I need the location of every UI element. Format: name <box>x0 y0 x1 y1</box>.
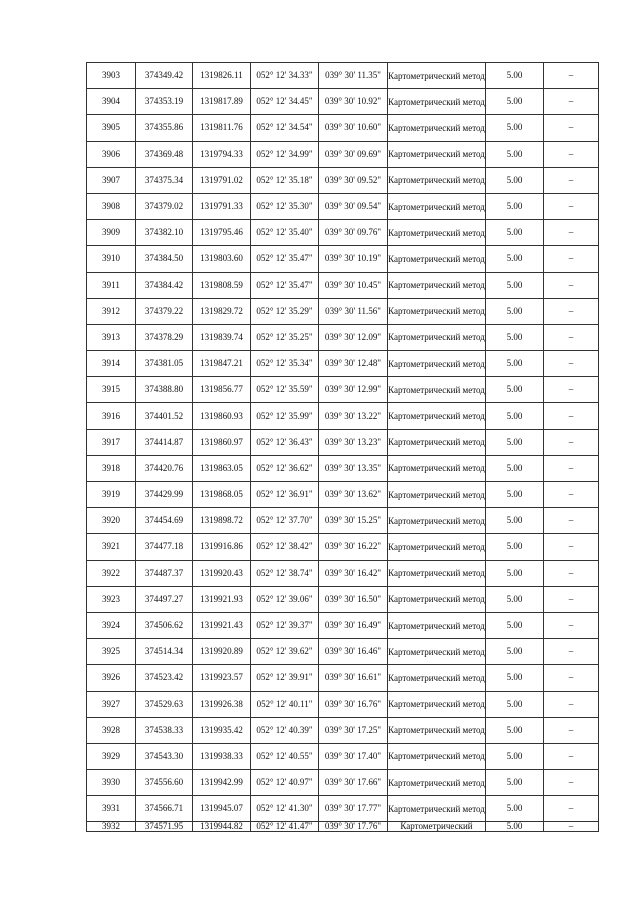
y-coordinate-cell: 1319898.72 <box>193 508 251 534</box>
x-coordinate-cell: 374571.95 <box>136 822 193 832</box>
point-number-cell: 3931 <box>87 796 136 822</box>
point-number-cell: 3905 <box>87 115 136 141</box>
table-row <box>87 220 599 246</box>
y-coordinate-cell: 1319847.21 <box>193 351 251 377</box>
longitude-cell: 039° 30' 09.76" <box>319 220 388 246</box>
table-row <box>87 508 599 534</box>
method-cell: Картометрический метод <box>388 115 486 141</box>
note-cell: – <box>544 403 599 429</box>
note-cell: – <box>544 141 599 167</box>
point-number-cell: 3920 <box>87 508 136 534</box>
y-coordinate-cell: 1319920.43 <box>193 560 251 586</box>
note-cell: – <box>544 429 599 455</box>
longitude-cell: 039° 30' 13.35" <box>319 455 388 481</box>
longitude-cell: 039° 30' 16.50" <box>319 586 388 612</box>
note-cell: – <box>544 455 599 481</box>
latitude-cell: 052° 12' 35.18" <box>251 167 319 193</box>
y-coordinate-cell: 1319791.02 <box>193 167 251 193</box>
table-row <box>87 115 599 141</box>
point-number-cell: 3917 <box>87 429 136 455</box>
latitude-cell: 052° 12' 35.34" <box>251 351 319 377</box>
longitude-cell: 039° 30' 11.35" <box>319 63 388 89</box>
longitude-cell: 039° 30' 17.76" <box>319 822 388 832</box>
table-row <box>87 429 599 455</box>
accuracy-cell: 5.00 <box>486 167 544 193</box>
note-cell: – <box>544 508 599 534</box>
x-coordinate-cell: 374384.50 <box>136 246 193 272</box>
method-cell: Картометрический метод <box>388 508 486 534</box>
longitude-cell: 039° 30' 16.42" <box>319 560 388 586</box>
latitude-cell: 052° 12' 34.45" <box>251 89 319 115</box>
x-coordinate-cell: 374429.99 <box>136 482 193 508</box>
x-coordinate-cell: 374420.76 <box>136 455 193 481</box>
table-row <box>87 324 599 350</box>
accuracy-cell: 5.00 <box>486 717 544 743</box>
accuracy-cell: 5.00 <box>486 691 544 717</box>
accuracy-cell: 5.00 <box>486 272 544 298</box>
note-cell: – <box>544 272 599 298</box>
x-coordinate-cell: 374414.87 <box>136 429 193 455</box>
latitude-cell: 052° 12' 35.47" <box>251 272 319 298</box>
accuracy-cell: 5.00 <box>486 193 544 219</box>
y-coordinate-cell: 1319863.05 <box>193 455 251 481</box>
x-coordinate-cell: 374378.29 <box>136 324 193 350</box>
accuracy-cell: 5.00 <box>486 586 544 612</box>
x-coordinate-cell: 374384.42 <box>136 272 193 298</box>
accuracy-cell: 5.00 <box>486 822 544 832</box>
point-number-cell: 3927 <box>87 691 136 717</box>
method-cell: Картометрический метод <box>388 193 486 219</box>
table-row <box>87 534 599 560</box>
latitude-cell: 052° 12' 40.97" <box>251 770 319 796</box>
y-coordinate-cell: 1319944.82 <box>193 822 251 832</box>
latitude-cell: 052° 12' 35.47" <box>251 246 319 272</box>
point-number-cell: 3929 <box>87 743 136 769</box>
accuracy-cell: 5.00 <box>486 455 544 481</box>
point-number-cell: 3922 <box>87 560 136 586</box>
x-coordinate-cell: 374477.18 <box>136 534 193 560</box>
latitude-cell: 052° 12' 36.91" <box>251 482 319 508</box>
method-cell: Картометрический метод <box>388 403 486 429</box>
point-number-cell: 3921 <box>87 534 136 560</box>
x-coordinate-cell: 374556.60 <box>136 770 193 796</box>
table-row <box>87 377 599 403</box>
point-number-cell: 3904 <box>87 89 136 115</box>
accuracy-cell: 5.00 <box>486 298 544 324</box>
note-cell: – <box>544 63 599 89</box>
latitude-cell: 052° 12' 39.37" <box>251 612 319 638</box>
method-cell: Картометрический метод <box>388 743 486 769</box>
method-cell: Картометрический метод <box>388 89 486 115</box>
point-number-cell: 3903 <box>87 63 136 89</box>
longitude-cell: 039° 30' 17.77" <box>319 796 388 822</box>
latitude-cell: 052° 12' 35.99" <box>251 403 319 429</box>
method-cell: Картометрический метод <box>388 351 486 377</box>
point-number-cell: 3928 <box>87 717 136 743</box>
x-coordinate-cell: 374514.34 <box>136 639 193 665</box>
table-row <box>87 822 599 832</box>
y-coordinate-cell: 1319860.97 <box>193 429 251 455</box>
y-coordinate-cell: 1319921.93 <box>193 586 251 612</box>
latitude-cell: 052° 12' 35.40" <box>251 220 319 246</box>
latitude-cell: 052° 12' 40.55" <box>251 743 319 769</box>
method-cell: Картометрический метод <box>388 377 486 403</box>
point-number-cell: 3919 <box>87 482 136 508</box>
longitude-cell: 039° 30' 11.56" <box>319 298 388 324</box>
table-row <box>87 455 599 481</box>
method-cell: Картометрический метод <box>388 665 486 691</box>
method-cell: Картометрический метод <box>388 482 486 508</box>
point-number-cell: 3932 <box>87 822 136 832</box>
point-number-cell: 3926 <box>87 665 136 691</box>
accuracy-cell: 5.00 <box>486 639 544 665</box>
table-row <box>87 639 599 665</box>
accuracy-cell: 5.00 <box>486 534 544 560</box>
latitude-cell: 052° 12' 39.62" <box>251 639 319 665</box>
table-row <box>87 665 599 691</box>
table-row <box>87 141 599 167</box>
longitude-cell: 039° 30' 12.48" <box>319 351 388 377</box>
accuracy-cell: 5.00 <box>486 246 544 272</box>
accuracy-cell: 5.00 <box>486 796 544 822</box>
accuracy-cell: 5.00 <box>486 560 544 586</box>
method-cell: Картометрический метод <box>388 429 486 455</box>
method-cell: Картометрический метод <box>388 141 486 167</box>
table-row <box>87 246 599 272</box>
x-coordinate-cell: 374487.37 <box>136 560 193 586</box>
y-coordinate-cell: 1319794.33 <box>193 141 251 167</box>
x-coordinate-cell: 374349.42 <box>136 63 193 89</box>
y-coordinate-cell: 1319795.46 <box>193 220 251 246</box>
note-cell: – <box>544 482 599 508</box>
note-cell: – <box>544 560 599 586</box>
point-number-cell: 3915 <box>87 377 136 403</box>
x-coordinate-cell: 374355.86 <box>136 115 193 141</box>
y-coordinate-cell: 1319868.05 <box>193 482 251 508</box>
accuracy-cell: 5.00 <box>486 508 544 534</box>
note-cell: – <box>544 796 599 822</box>
accuracy-cell: 5.00 <box>486 63 544 89</box>
y-coordinate-cell: 1319839.74 <box>193 324 251 350</box>
accuracy-cell: 5.00 <box>486 89 544 115</box>
x-coordinate-cell: 374401.52 <box>136 403 193 429</box>
accuracy-cell: 5.00 <box>486 141 544 167</box>
note-cell: – <box>544 246 599 272</box>
longitude-cell: 039° 30' 09.54" <box>319 193 388 219</box>
method-cell: Картометрический метод <box>388 717 486 743</box>
x-coordinate-cell: 374497.27 <box>136 586 193 612</box>
latitude-cell: 052° 12' 34.33" <box>251 63 319 89</box>
y-coordinate-cell: 1319860.93 <box>193 403 251 429</box>
longitude-cell: 039° 30' 17.66" <box>319 770 388 796</box>
y-coordinate-cell: 1319811.76 <box>193 115 251 141</box>
longitude-cell: 039° 30' 10.60" <box>319 115 388 141</box>
latitude-cell: 052° 12' 41.30" <box>251 796 319 822</box>
y-coordinate-cell: 1319803.60 <box>193 246 251 272</box>
note-cell: – <box>544 822 599 832</box>
latitude-cell: 052° 12' 36.43" <box>251 429 319 455</box>
note-cell: – <box>544 115 599 141</box>
point-number-cell: 3908 <box>87 193 136 219</box>
table-row <box>87 272 599 298</box>
table-body <box>87 63 599 832</box>
note-cell: – <box>544 324 599 350</box>
table-row <box>87 691 599 717</box>
x-coordinate-cell: 374543.30 <box>136 743 193 769</box>
note-cell: – <box>544 612 599 638</box>
x-coordinate-cell: 374382.10 <box>136 220 193 246</box>
x-coordinate-cell: 374369.48 <box>136 141 193 167</box>
method-cell: Картометрический метод <box>388 612 486 638</box>
note-cell: – <box>544 220 599 246</box>
longitude-cell: 039° 30' 10.92" <box>319 89 388 115</box>
note-cell: – <box>544 639 599 665</box>
y-coordinate-cell: 1319923.57 <box>193 665 251 691</box>
accuracy-cell: 5.00 <box>486 665 544 691</box>
method-cell: Картометрический метод <box>388 298 486 324</box>
accuracy-cell: 5.00 <box>486 429 544 455</box>
y-coordinate-cell: 1319926.38 <box>193 691 251 717</box>
x-coordinate-cell: 374379.22 <box>136 298 193 324</box>
method-cell: Картометрический метод <box>388 691 486 717</box>
latitude-cell: 052° 12' 38.74" <box>251 560 319 586</box>
accuracy-cell: 5.00 <box>486 482 544 508</box>
method-cell: Картометрический метод <box>388 586 486 612</box>
method-cell: Картометрический <box>388 822 486 832</box>
accuracy-cell: 5.00 <box>486 377 544 403</box>
x-coordinate-cell: 374529.63 <box>136 691 193 717</box>
note-cell: – <box>544 691 599 717</box>
point-number-cell: 3912 <box>87 298 136 324</box>
point-number-cell: 3916 <box>87 403 136 429</box>
x-coordinate-cell: 374538.33 <box>136 717 193 743</box>
note-cell: – <box>544 351 599 377</box>
note-cell: – <box>544 167 599 193</box>
point-number-cell: 3918 <box>87 455 136 481</box>
table-row <box>87 167 599 193</box>
longitude-cell: 039° 30' 15.25" <box>319 508 388 534</box>
longitude-cell: 039° 30' 12.09" <box>319 324 388 350</box>
table-row <box>87 482 599 508</box>
table-row <box>87 193 599 219</box>
table-row <box>87 403 599 429</box>
longitude-cell: 039° 30' 13.22" <box>319 403 388 429</box>
method-cell: Картометрический метод <box>388 796 486 822</box>
accuracy-cell: 5.00 <box>486 743 544 769</box>
accuracy-cell: 5.00 <box>486 351 544 377</box>
longitude-cell: 039° 30' 16.49" <box>319 612 388 638</box>
note-cell: – <box>544 377 599 403</box>
accuracy-cell: 5.00 <box>486 220 544 246</box>
x-coordinate-cell: 374375.34 <box>136 167 193 193</box>
x-coordinate-cell: 374379.02 <box>136 193 193 219</box>
point-number-cell: 3907 <box>87 167 136 193</box>
point-number-cell: 3911 <box>87 272 136 298</box>
note-cell: – <box>544 770 599 796</box>
latitude-cell: 052° 12' 34.99" <box>251 141 319 167</box>
method-cell: Картометрический метод <box>388 220 486 246</box>
longitude-cell: 039° 30' 10.45" <box>319 272 388 298</box>
longitude-cell: 039° 30' 16.22" <box>319 534 388 560</box>
x-coordinate-cell: 374523.42 <box>136 665 193 691</box>
y-coordinate-cell: 1319921.43 <box>193 612 251 638</box>
note-cell: – <box>544 743 599 769</box>
accuracy-cell: 5.00 <box>486 403 544 429</box>
table-row <box>87 586 599 612</box>
x-coordinate-cell: 374506.62 <box>136 612 193 638</box>
accuracy-cell: 5.00 <box>486 115 544 141</box>
y-coordinate-cell: 1319808.59 <box>193 272 251 298</box>
y-coordinate-cell: 1319938.33 <box>193 743 251 769</box>
accuracy-cell: 5.00 <box>486 770 544 796</box>
table-row <box>87 770 599 796</box>
longitude-cell: 039° 30' 16.76" <box>319 691 388 717</box>
table-row <box>87 612 599 638</box>
point-number-cell: 3914 <box>87 351 136 377</box>
x-coordinate-cell: 374566.71 <box>136 796 193 822</box>
latitude-cell: 052° 12' 37.70" <box>251 508 319 534</box>
longitude-cell: 039° 30' 16.46" <box>319 639 388 665</box>
note-cell: – <box>544 586 599 612</box>
table-row <box>87 796 599 822</box>
latitude-cell: 052° 12' 35.25" <box>251 324 319 350</box>
y-coordinate-cell: 1319826.11 <box>193 63 251 89</box>
method-cell: Картометрический метод <box>388 272 486 298</box>
latitude-cell: 052° 12' 35.29" <box>251 298 319 324</box>
y-coordinate-cell: 1319856.77 <box>193 377 251 403</box>
latitude-cell: 052° 12' 40.39" <box>251 717 319 743</box>
latitude-cell: 052° 12' 35.30" <box>251 193 319 219</box>
point-number-cell: 3906 <box>87 141 136 167</box>
longitude-cell: 039° 30' 16.61" <box>319 665 388 691</box>
table-row <box>87 717 599 743</box>
x-coordinate-cell: 374353.19 <box>136 89 193 115</box>
latitude-cell: 052° 12' 34.54" <box>251 115 319 141</box>
y-coordinate-cell: 1319945.07 <box>193 796 251 822</box>
table-row <box>87 298 599 324</box>
method-cell: Картометрический метод <box>388 324 486 350</box>
x-coordinate-cell: 374381.05 <box>136 351 193 377</box>
y-coordinate-cell: 1319935.42 <box>193 717 251 743</box>
longitude-cell: 039° 30' 10.19" <box>319 246 388 272</box>
longitude-cell: 039° 30' 13.62" <box>319 482 388 508</box>
latitude-cell: 052° 12' 39.06" <box>251 586 319 612</box>
note-cell: – <box>544 534 599 560</box>
method-cell: Картометрический метод <box>388 560 486 586</box>
point-number-cell: 3909 <box>87 220 136 246</box>
y-coordinate-cell: 1319920.89 <box>193 639 251 665</box>
x-coordinate-cell: 374454.69 <box>136 508 193 534</box>
document-page <box>86 62 598 832</box>
latitude-cell: 052° 12' 35.59" <box>251 377 319 403</box>
note-cell: – <box>544 89 599 115</box>
point-number-cell: 3923 <box>87 586 136 612</box>
accuracy-cell: 5.00 <box>486 612 544 638</box>
note-cell: – <box>544 665 599 691</box>
coordinates-table <box>86 62 599 832</box>
method-cell: Картометрический метод <box>388 167 486 193</box>
table-row <box>87 560 599 586</box>
latitude-cell: 052° 12' 40.11" <box>251 691 319 717</box>
method-cell: Картометрический метод <box>388 639 486 665</box>
y-coordinate-cell: 1319942.99 <box>193 770 251 796</box>
point-number-cell: 3910 <box>87 246 136 272</box>
longitude-cell: 039° 30' 13.23" <box>319 429 388 455</box>
longitude-cell: 039° 30' 17.40" <box>319 743 388 769</box>
accuracy-cell: 5.00 <box>486 324 544 350</box>
table-row <box>87 63 599 89</box>
method-cell: Картометрический метод <box>388 455 486 481</box>
method-cell: Картометрический метод <box>388 770 486 796</box>
longitude-cell: 039° 30' 12.99" <box>319 377 388 403</box>
note-cell: – <box>544 717 599 743</box>
latitude-cell: 052° 12' 39.91" <box>251 665 319 691</box>
point-number-cell: 3924 <box>87 612 136 638</box>
table-row <box>87 89 599 115</box>
y-coordinate-cell: 1319817.89 <box>193 89 251 115</box>
table-row <box>87 743 599 769</box>
y-coordinate-cell: 1319916.86 <box>193 534 251 560</box>
point-number-cell: 3925 <box>87 639 136 665</box>
table-row <box>87 351 599 377</box>
y-coordinate-cell: 1319829.72 <box>193 298 251 324</box>
longitude-cell: 039° 30' 09.69" <box>319 141 388 167</box>
y-coordinate-cell: 1319791.33 <box>193 193 251 219</box>
method-cell: Картометрический метод <box>388 63 486 89</box>
longitude-cell: 039° 30' 09.52" <box>319 167 388 193</box>
note-cell: – <box>544 193 599 219</box>
point-number-cell: 3930 <box>87 770 136 796</box>
latitude-cell: 052° 12' 41.47" <box>251 822 319 832</box>
longitude-cell: 039° 30' 17.25" <box>319 717 388 743</box>
latitude-cell: 052° 12' 36.62" <box>251 455 319 481</box>
method-cell: Картометрический метод <box>388 246 486 272</box>
point-number-cell: 3913 <box>87 324 136 350</box>
note-cell: – <box>544 298 599 324</box>
x-coordinate-cell: 374388.80 <box>136 377 193 403</box>
method-cell: Картометрический метод <box>388 534 486 560</box>
latitude-cell: 052° 12' 38.42" <box>251 534 319 560</box>
